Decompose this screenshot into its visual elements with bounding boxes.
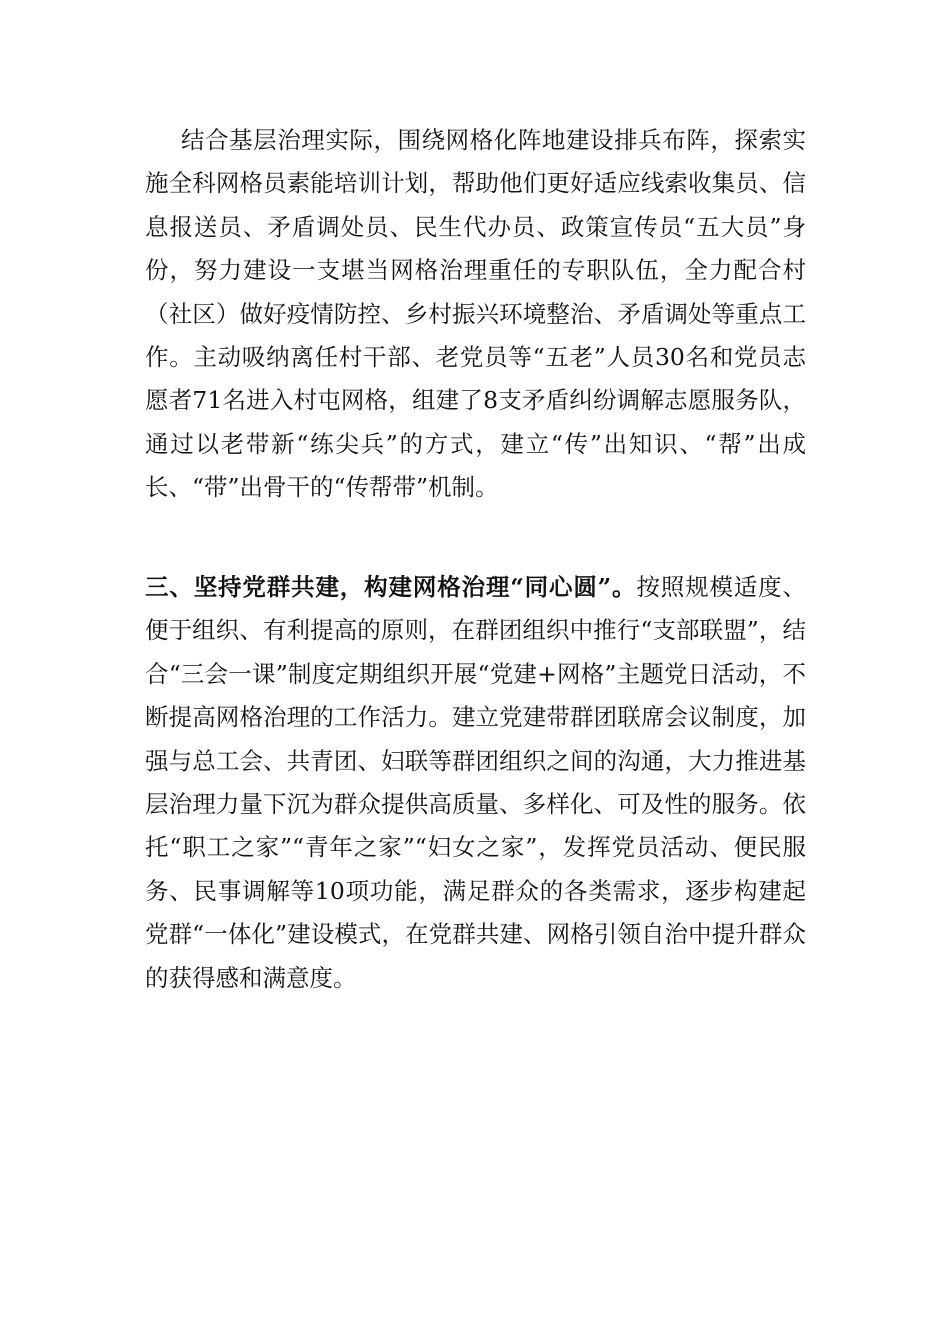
section-3-heading: 三、坚持党群共建，构建网格治理“同心圆”。 (145, 573, 637, 601)
section-3-body: 按照规模适度、便于组织、有利提高的原则，在群团组织中推行“支部联盟”，结合“三会一课”制度定期组织开展“党建+网格”主题党日活动，不断提高网格治理的工作活力。建立党建带群团联席会议制度，加强与总工会、共青团、妇联等群团组织之间的沟通，大力推进基层治理力量下沉为群众提供高质量、多样化、可及性的服务。依托“职工之家”“青年之家”“妇女之家”，发挥党员活动、便民服务、民事调解等10项功能，满足群众的各类需求，逐步构建起党群“一体化”建设模式，在党群共建、网格引领自治中提升群众的获得感和满意度。 (145, 573, 806, 992)
section-3-paragraph (145, 566, 806, 1000)
paragraph-grid-training: 结合基层治理实际，围绕网格化阵地建设排兵布阵，探索实施全科网格员素能培训计划，帮助他们更好适应线索收集员、信息报送员、矛盾调处员、民生代办员、政策宣传员“五大员”身份，努力建设一支堪当网格治理重任的专职队伍，全力配合村（社区）做好疫情防控、乡村振兴环境整治、矛盾调处等重点工作。主动吸纳离任村干部、老党员等“五老”人员30名和党员志愿者71名进入村屯网格，组建了8支矛盾纠纷调解志愿服务队，通过以老带新“练尖兵”的方式，建立“传”出知识、“帮”出成长、“带”出骨干的“传帮带”机制。 (145, 126, 806, 502)
